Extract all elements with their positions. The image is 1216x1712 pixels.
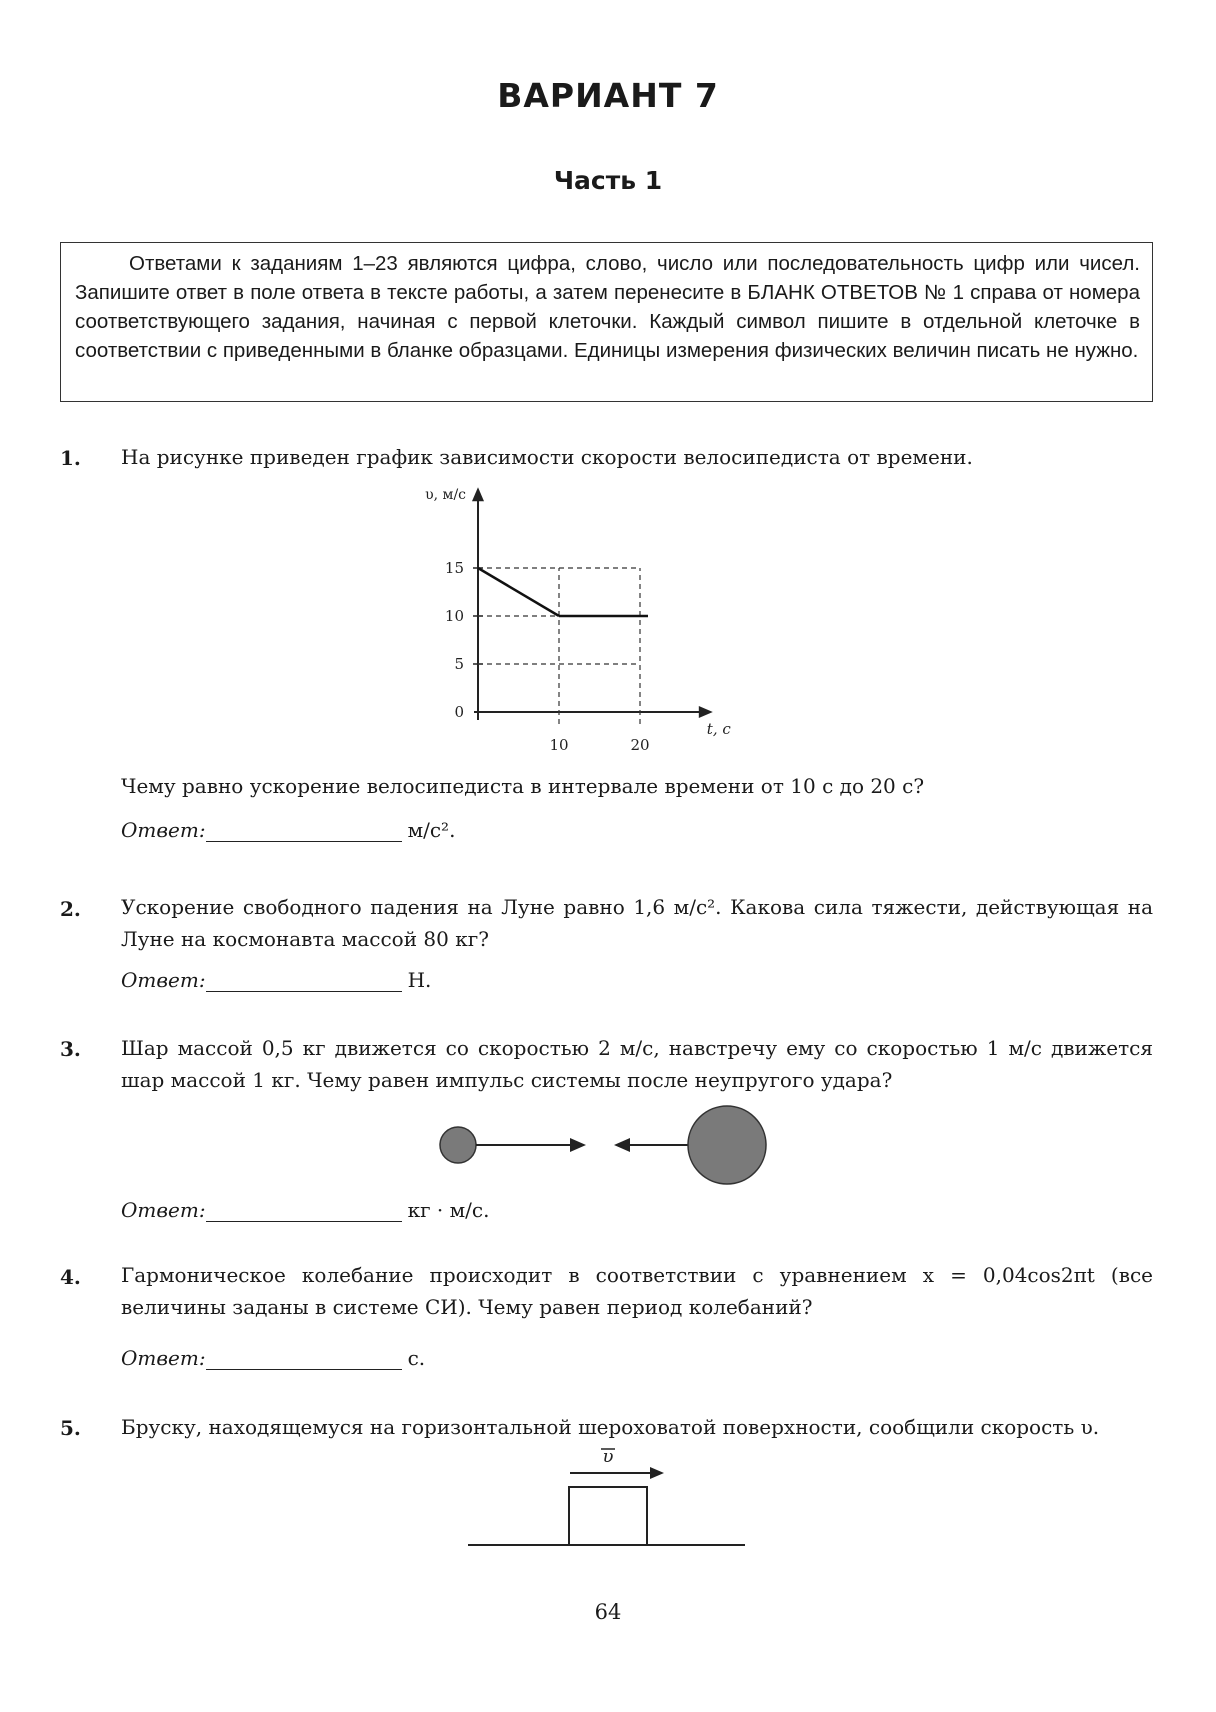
arrow-head [570,1138,586,1152]
small-ball [440,1127,476,1163]
big-ball [688,1106,766,1184]
arrow-head [614,1138,630,1152]
x-axis-arrow [699,706,713,718]
answer-field[interactable]: Ответ: Н. [121,968,432,992]
x-tick-label: 20 [630,736,650,754]
answer-label: Ответ [121,968,199,992]
question-number: 3. [60,1037,81,1061]
answer-line[interactable] [206,1349,402,1370]
block [569,1487,647,1545]
question-number: 1. [60,446,81,470]
page-title: ВАРИАНТ 7 [497,76,719,115]
y-axis-arrow [472,487,484,501]
question-number: 2. [60,897,81,921]
answer-field[interactable]: Ответ: м/с². [121,818,456,842]
y-tick-label: 15 [444,559,464,577]
answer-field[interactable]: Ответ: кг · м/с. [121,1198,490,1222]
balls-diagram [430,1100,780,1200]
question-text: На рисунке приведен график зависимости скорости велосипедиста от времени. [121,445,973,469]
x-axis-label: t, c [706,720,731,738]
instructions-box: Ответами к заданиям 1–23 являются цифра, слово, число или последовательность цифр или чисел. Запишите ответ в поле ответа в тексте работы, а затем перенесите в БЛАНК ОТВЕТОВ № 1 справа от номера соответствующего задания, начиная с первой клеточки. Каждый символ пишите в отдельной клеточке в соответствии с приведенными в бланке образцами. Единицы измерения физических величин писать не нужно. [60,242,1153,402]
answer-label: Ответ [121,818,199,842]
velocity-chart [420,480,800,770]
part-title: Часть 1 [553,166,663,195]
question-text: Гармоническое колебание происходит в соответствии с уравнением x = 0,04cos2πt (все величины заданы в системе СИ). Чему равен период колебаний? [121,1263,1153,1319]
y-axis-label: υ, м/с [425,487,466,504]
y-tick-label: 10 [444,607,464,625]
question-text: Ускорение свободного падения на Луне равно 1,6 м/с². Какова сила тяжести, действующая на Луне на космонавта массой 80 кг? [121,895,1153,951]
question-number: 5. [60,1416,81,1440]
question-text: Бруску, находящемуся на горизонтальной шероховатой поверхности, сообщили скорость υ. [121,1415,1100,1439]
y-tick-label: 0 [454,703,464,721]
question-number: 4. [60,1265,81,1289]
answer-line[interactable] [206,821,402,842]
arrow-head [650,1467,664,1479]
question-followup: Чему равно ускорение велосипедиста в интервале времени от 10 с до 20 с? [121,774,925,798]
answer-line[interactable] [206,971,402,992]
answer-field[interactable]: Ответ: с. [121,1346,426,1370]
answer-unit: Н. [407,968,432,992]
answer-label: Ответ [121,1346,199,1370]
answer-unit: с. [407,1346,426,1370]
page-number: 64 [594,1600,622,1624]
velocity-segment [478,568,559,616]
answer-unit: м/с². [407,818,456,842]
y-tick-label: 5 [454,655,464,673]
x-tick-label: 10 [549,736,569,754]
answer-label: Ответ [121,1198,199,1222]
question-text: Шар массой 0,5 кг движется со скоростью 2 м/с, навстречу ему со скоростью 1 м/с движется шар массой 1 кг. Чему равен импульс системы после неупругого удара? [121,1036,1153,1092]
answer-unit: кг · м/с. [407,1198,490,1222]
block-diagram [460,1445,760,1555]
answer-line[interactable] [206,1201,402,1222]
vector-label: υ [602,1446,614,1467]
